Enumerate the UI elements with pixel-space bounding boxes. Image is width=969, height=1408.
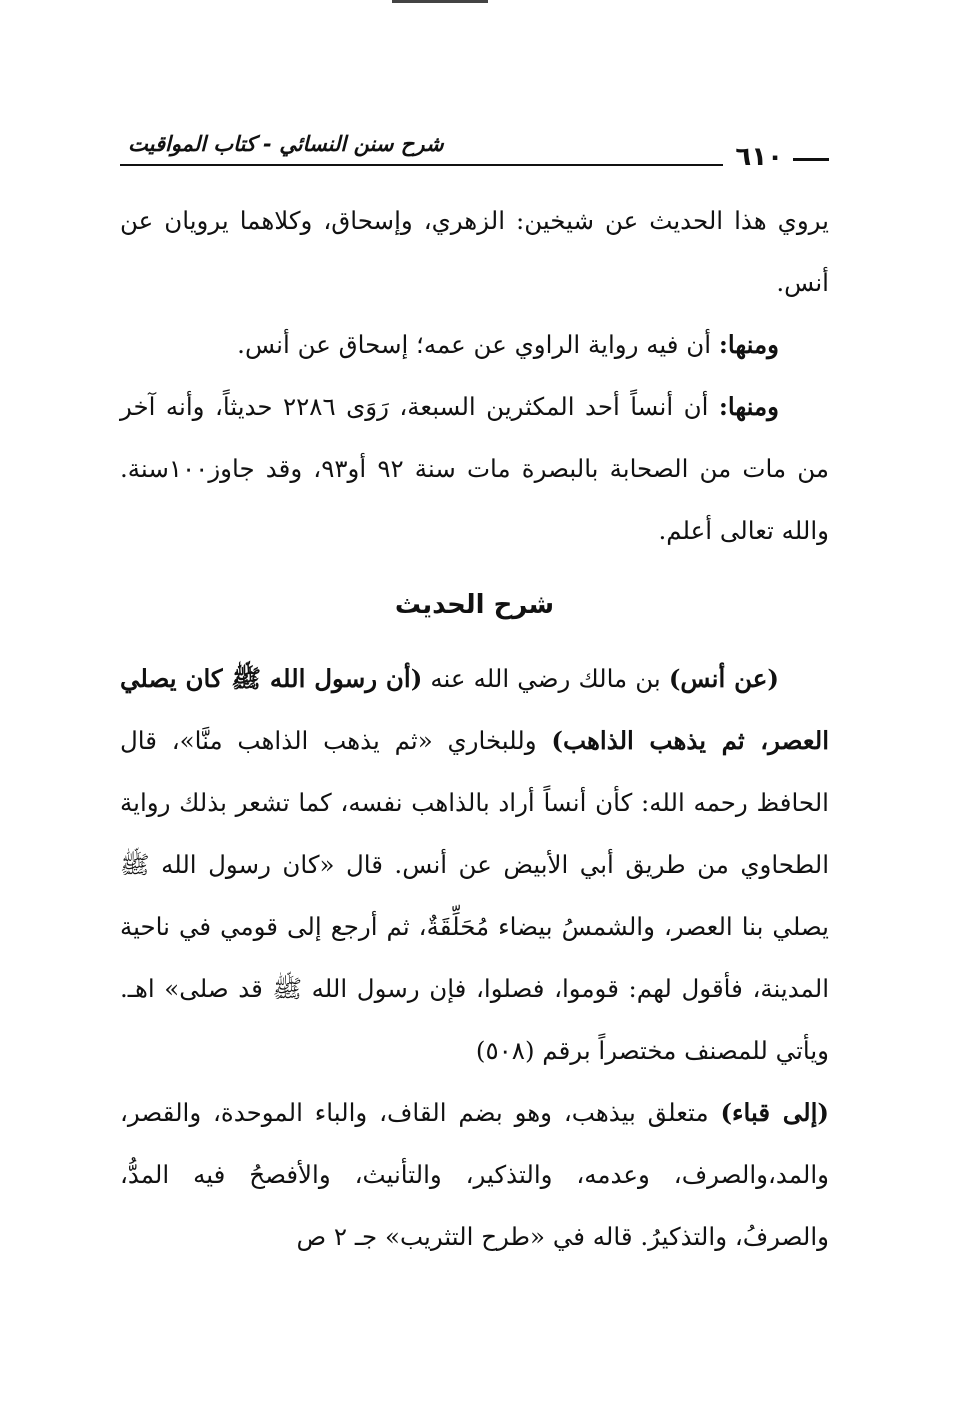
paragraph-narrators <box>120 190 829 314</box>
paragraph-text: يروي هذا الحديث عن شيخين: الزهري، وإسحاق، وكلاهما يرويان عن أنس. <box>120 206 829 297</box>
section-heading: شرح الحديث <box>394 590 555 620</box>
paragraph-uncle-narration <box>120 314 829 376</box>
top-edge-mark <box>392 0 488 3</box>
paragraph-lead: ومنها: <box>718 330 779 359</box>
page-number: ٦١٠ <box>735 142 783 172</box>
quoted-hadith-text: (أن رسول الله ﷺ كان يصلي العصر، ثم يذهب الذاهب) <box>120 664 829 755</box>
commentary-text: بن مالك رضي الله عنه <box>422 664 669 693</box>
paragraph-lead: ومنها: <box>718 392 779 421</box>
paragraph-text: أن أنساً أحد المكثرين السبعة، رَوَى ٢٢٨٦ حديثاً، وأنه آخر من مات من الصحابة بالبصرة مات سنة ٩٢ أو٩٣، وقد جاوز١٠٠سنة. والله تعالى أعلم. <box>120 392 829 545</box>
commentary-text: متعلق بيذهب، وهو بضم القاف، والباء الموحدة، والقصر، والمد،والصرف، وعدمه، والتذكير، والتأنيث، والأفصحُ فيه المدُّ، والصرفُ، والتذكيرُ. قاله في «طرح التثريب» جـ ٢ ص <box>120 1098 829 1251</box>
paragraph-text: أن فيه رواية الراوي عن عمه؛ إسحاق عن أنس. <box>237 330 719 359</box>
quoted-hadith-text: (عن أنس) <box>668 664 780 693</box>
running-header <box>120 128 829 172</box>
paragraph-anas-biography <box>120 376 829 562</box>
commentary-text: وللبخاري «ثم يذهب الذاهب منَّا»، قال الحافظ رحمه الله: كأن أنساً أراد بالذاهب نفسه، كما تشعر بذلك رواية الطحاوي من طريق أبي الأبيض عن أنس. قال «كان رسول الله ﷺ يصلي بنا العصر، والشمسُ بيضاء مُحَلِّقَةٌ، ثم أرجع إلى قومي في ناحية المدينة، فأقول لهم: قوموا، فصلوا، فإن رسول الله ﷺ قد صلى» اهـ. ويأتي للمصنف مختصراً برقم (٥٠٨) <box>120 726 829 1065</box>
header-rule <box>120 164 723 166</box>
commentary-paragraph-2 <box>120 1082 829 1268</box>
book-title: شرح سنن النسائي - كتاب المواقيت <box>128 132 444 156</box>
quoted-hadith-text: (إلى قباء) <box>720 1098 830 1127</box>
page-number-dash <box>793 158 829 161</box>
page-body <box>120 190 829 1268</box>
commentary-paragraph-1 <box>120 648 829 1082</box>
